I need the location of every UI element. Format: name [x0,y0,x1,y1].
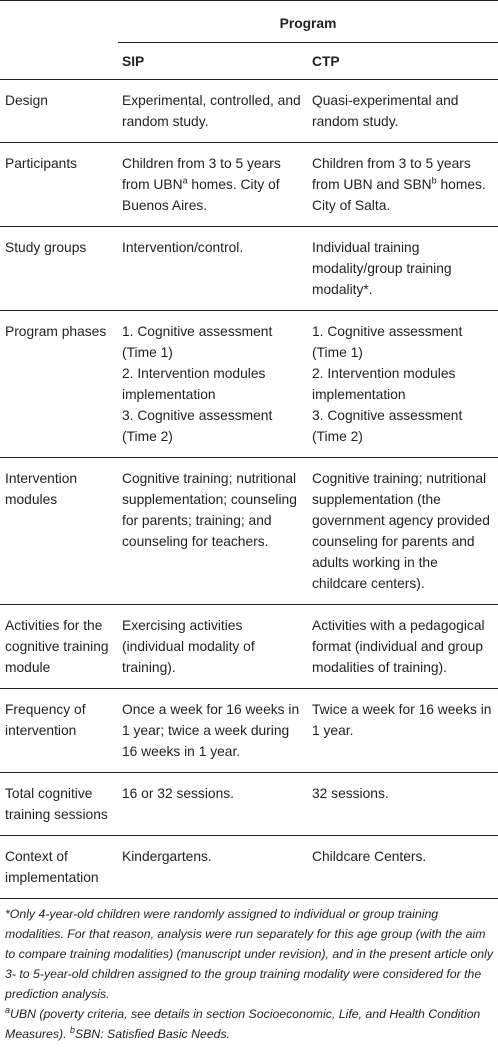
cell-sip: Kindergartens. [118,836,308,899]
table-row [0,458,498,605]
table-row [0,311,498,458]
table-row [0,227,498,311]
footnote-b-text: SBN: Satisfied Basic Needs. [74,1027,231,1041]
table-row [0,80,498,143]
superscript-mark: a [182,175,188,186]
cell-ctp: Twice a week for 16 weeks in 1 year. [308,689,498,773]
cell-sip: Exercising activities (individual modality of training). [118,605,308,689]
cell-ctp [308,311,498,458]
table-row [0,773,498,836]
row-label: Activities for the cognitive training module [0,605,118,689]
row-label: Total cognitive training sessions [0,773,118,836]
cell-ctp: Childcare Centers. [308,836,498,899]
row-label: Study groups [0,227,118,311]
cell-ctp: Cognitive training; nutritional supplementation (the government agency provided counseling for parents and adults working in the childcare centers). [308,458,498,605]
superscript-mark: b [431,175,437,186]
table-footnotes [5,904,495,1044]
phase-line: 2. Intervention modules implementation [312,366,456,402]
footnote-a-text: UBN (poverty criteria, see details in section Socioeconomic, Life, and Health Condition Measures). [5,1007,481,1041]
row-label: Participants [0,143,118,227]
phase-line: 1. Cognitive assessment (Time 1) [122,324,273,360]
cell-text: homes. City of Buenos Aires. [122,177,280,213]
row-label: Program phases [0,311,118,458]
cell-text: Children from 3 to 5 years from UBN [122,156,281,192]
superscript-mark: a [5,1004,11,1015]
superscript-mark: b [69,1024,75,1035]
phase-line: 3. Cognitive assessment (Time 2) [312,408,463,444]
header-row-columns [0,43,498,80]
cell-sip: Intervention/control. [118,227,308,311]
phase-line: 2. Intervention modules implementation [122,366,266,402]
cell-sip [118,311,308,458]
cell-sip [118,143,308,227]
cell-sip: Cognitive training; nutritional supplementation; counseling for parents; training; and counseling for teachers. [118,458,308,605]
cell-ctp: 32 sessions. [308,773,498,836]
header-row-program [0,1,498,43]
column-header-ctp: CTP [308,43,498,80]
footnote-star: *Only 4-year-old children were randomly assigned to individual or group training modalities. For that reason, analysis were run separately for this age group (with the aim to compare training modalities) (manuscript under revision), and in the present article only 3- to 5-year-old children assigned to the group training modality were considered for the prediction analysis. [5,907,494,1001]
table-row [0,605,498,689]
phase-line: 3. Cognitive assessment (Time 2) [122,408,273,444]
cell-sip: Experimental, controlled, and random study. [118,80,308,143]
table-row [0,689,498,773]
column-header-sip: SIP [118,43,308,80]
row-label: Context of implementation [0,836,118,899]
row-label: Intervention modules [0,458,118,605]
cell-text: homes. City of Salta. [312,177,486,213]
program-header: Program [118,1,498,43]
row-label: Frequency of intervention [0,689,118,773]
header-empty-cell-2 [0,43,118,80]
cell-ctp: Quasi-experimental and random study. [308,80,498,143]
footnote-a-b [5,1004,495,1044]
phase-line: 1. Cognitive assessment (Time 1) [312,324,463,360]
table-row [0,836,498,899]
header-empty-cell [0,1,118,43]
cell-ctp: Activities with a pedagogical format (individual and group modalities of training). [308,605,498,689]
cell-ctp: Individual training modality/group training modality*. [308,227,498,311]
row-label: Design [0,80,118,143]
cell-sip: 16 or 32 sessions. [118,773,308,836]
cell-ctp [308,143,498,227]
cell-sip: Once a week for 16 weeks in 1 year; twice a week during 16 weeks in 1 year. [118,689,308,773]
cell-text: Children from 3 to 5 years from UBN and SBN [312,156,471,192]
table-row [0,143,498,227]
